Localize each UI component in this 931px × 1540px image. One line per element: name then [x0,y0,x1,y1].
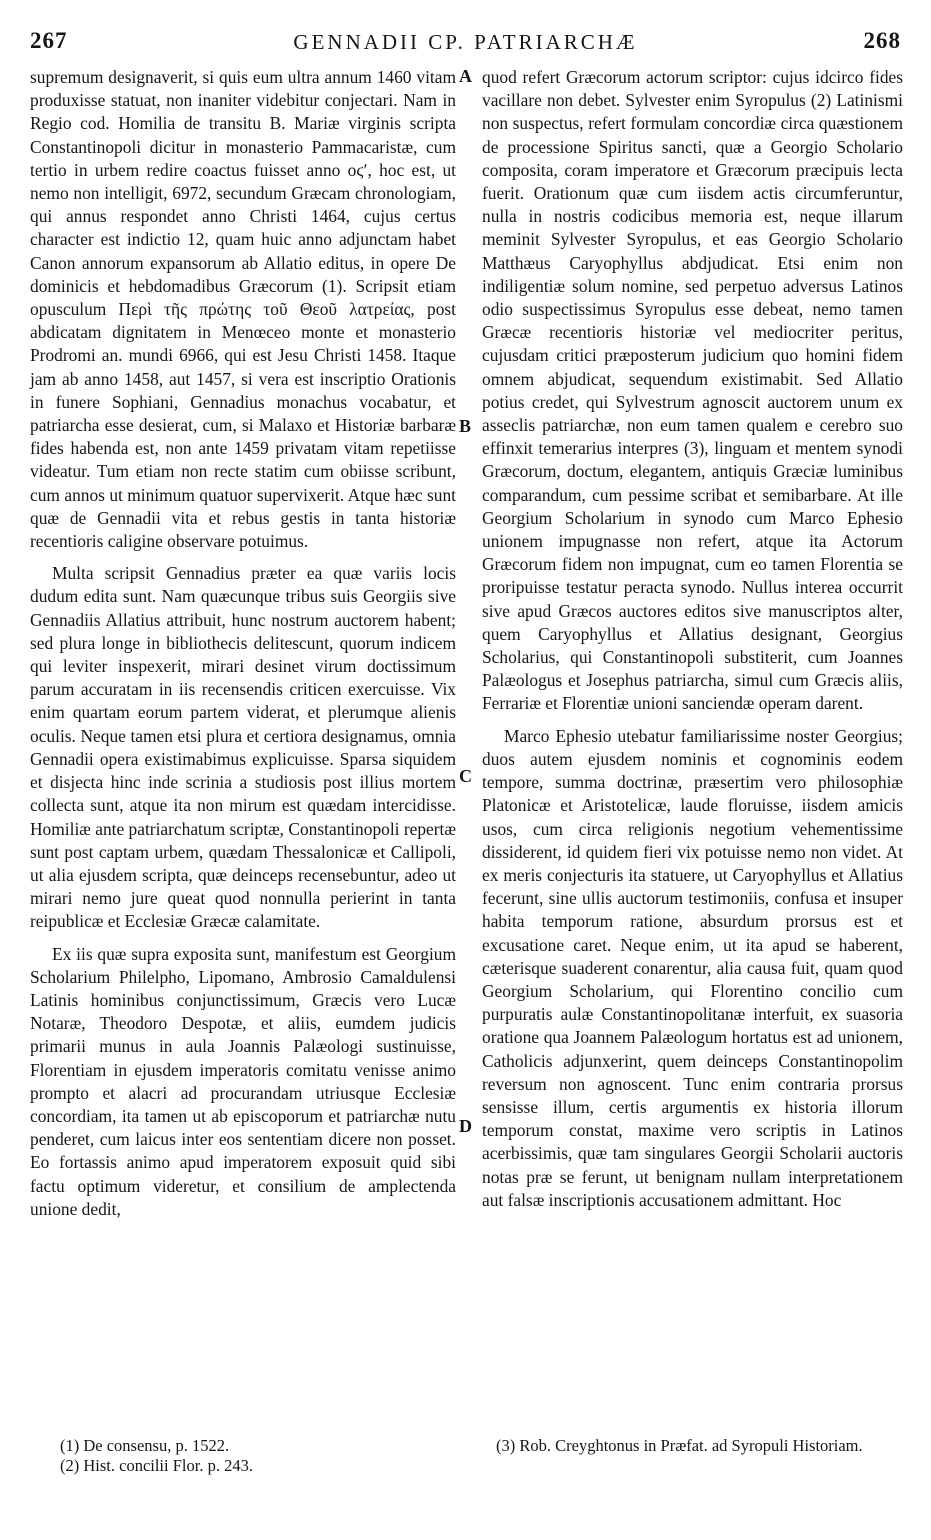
left-paragraph-2: Multa scripsit Gennadius præter ea quæ variis locis dudum edita sunt. Nam quæcunque tribus suis Georgiis sive Gennadiis Allatius attribuit, hunc nostrum auctorem habent; sed plura longe in bibliothecis delitescunt, quorum indicem qui leviter inspexerit, mirari desinet virum doctissimum parum accuratam in iis recensendis criticen exercuisse. Vix enim quartam eorum partem viderat, et plerumque alienis oculis. Neque tamen etsi plura et certiora designamus, omnia Gennadii opera existimabimus explicuisse. Sparsa siquidem et disjecta hinc inde scrinia a studiosis post illius mortem collecta sunt, atque ita non mirum est quædam intercidisse. Homiliæ ante patriarchatum scriptæ, Constantinopoli repertæ sunt post captam urbem, quædam Thessalonicæ et Callipoli, ut alia ejusdem scripta, quæ deinceps recensebuntur, adeo ut mirari nemo jure queat quod nonnulla perierint in tanta reipublicæ et Ecclesiæ Græcæ calamitate. [30,563,456,932]
page-number-left: 267 [30,28,68,53]
margin-letter-b: B [459,416,472,436]
right-paragraph-2: Marco Ephesio utebatur familiarissime noster Georgius; duos autem ejusdem nominis et cognominis eodem tempore, summa doctrinæ, præsertim vero philosophiæ Platonicæ et Aristotelicæ, laude floruisse, iisdem amicis usos, cum circa religionis negotium vehementissime dissiderent, id quidem fieri vix potuisse nemo non videt. At ex meris conjecturis ita statuere, ut Caryophyllus et Allatius fecerunt, sine ullis auctorum testimoniis, confusa et insuper habita temporum ratione, absurdum prorsus est et excusatione caret. Neque enim, ut ita apud se haberent, cæterisque suaderent conarentur, alia causa fuit, quam quod Georgium Scholarium, qui Florentino concilio cum purpuratis aulæ Constantinopolitanæ interfuit, ex suasoria oratione qua Joannem Palæologum hortatus est ad unionem, Catholicis adjunxerint, quem deinceps Constantinopolim reversum non agnoscent. Tunc enim contraria prorsus sensisse illum, certis argumentis ex historia illorum temporum constat, maxime vero scriptis in Latinos acerbissimis, quæ tam singulares Georgii Scholarii auctoris notas præ se ferunt, ut benignam nullam interpretationem aut falsæ inscriptionis accusationem admittant. Hoc [482,725,903,1210]
footnote-1: (1) De consensu, p. 1522. [60,1436,230,1455]
margin-letter-d: D [459,1116,472,1136]
right-paragraph-1: quod refert Græcorum actorum scriptor: cujus idcirco fides vacillare non debet. Sylvester enim Syropulus (2) Latinismi non suspectus, refert formulam concordiæ circa quæstionem de processione Spiritus sancti, quæ a Georgio Scholario composita, coram imperatore et Græcorum præcipuis lecta fuerit. Orationum quæ cum iisdem actis circumferuntur, nulla in nostris codicibus memoria est, neque illarum meminit Sylvester Syropulus, et eas Georgio Scholario Matthæus Caryophyllus abdjudicat. Etsi enim non indiligentiæ solum nomine, sed perpetuo adversus Latinos odio suspectissimus Syropulus esse debeat, nemo tamen Græcæ recentioris historiæ vel mediocriter peritus, cujusdam critici præposterum judicium quo homini fidem omnem abjudicat, sequendum existimabit. Sed Allatio potius credet, qui Sylvestrum agnoscit auctorem unum ex asseclis patriarchæ, non eum tamen qualem e cerebro suo effinxit temerarius interpres (3), linguam et mentem synodi Græcorum, doctum, elegantem, antiquis Græciæ luminibus comparandum, cum pessime scribat et semibarbare. At ille Georgium Scholarium in synodo cum Marco Ephesio unionem impugnasse non refert, atque ita Actorum Græcorum fidem non impugnat, cum eo tamen Florentia se proripuisse testatur peracta synodo. Nullus interea occurrit sive apud Græcos auctores editos sive manuscriptos alter, quem Caryophyllus et Allatius designant, Georgius Scholarius, qui Constantinopoli substiterit, cum Joannes Palæologus et Josephus patriarcha, simul cum Græcis aliis, Ferrariæ et Florentiæ unioni sanciendæ operam darent. [482,67,903,714]
footnotes-right [496,1436,901,1456]
margin-letter-a: A [459,66,472,86]
left-paragraph-1: supremum designaverit, si quis eum ultra annum 1460 vitam produxisse statuat, non inaniter videbitur conjectari. Nam in Regio cod. Homilia de transitu B. Mariæ virginis scripta Constantinopoli dicitur in monasterio Pammacaristæ, cum tertio in urbem redire coactus fuisset anno οϛʹ, hoc est, ut nemo non intelligit, 6972, secundum Græcam chronologiam, qui annus respondet anno Christi 1464, cujus certus character est indictio 12, quam huic anno adjunctam habet Canon annorum expansorum ab Allatio editus, in opere De dominicis et hebdomadibus Græcorum (1). Scripsit etiam opusculum Περὶ τῆς πρώτης τοῦ Θεοῦ λατρείας, post abdicatam dignitatem in Menœceo monte et monasterio Prodromi an. mundi 6966, qui est Jesu Christi 1458. Itaque jam ab anno 1458, aut 1457, si vera est inscriptio Orationis in funere Sophiani, Gennadius monachus vocabatur, et patriarcha esse desierat, cum, si Malaxo et Historiæ barbaræ fides habenda est, non ante 1459 privatam vitam repetiisse videatur. Tum etiam non recte statim cum obiisse scribunt, cum annos ut minimum quatuor supervixerit. Atque hæc sunt quæ de Gennadii vita et rebus gestis in tanta historiæ recentioris caligine observare potuimus. [30,67,456,552]
footnotes-left [60,1436,460,1476]
right-column [482,66,903,1212]
left-column [30,66,456,1221]
margin-letter-c: C [459,766,472,786]
footnote-2: (2) Hist. concilii Flor. p. 243. [60,1456,253,1475]
page-header [30,28,901,62]
page-number-right: 268 [863,28,901,53]
left-paragraph-3: Ex iis quæ supra exposita sunt, manifestum est Georgium Scholarium Philelpho, Lipomano, Ambrosio Camaldulensi Latinis hominibus conjunctissimum, Græcis vero Lucæ Notaræ, Theodoro Despotæ, et aliis, eumdem judicis primarii munus in aula Joannis Palæologi sustinuisse, Florentiam in ejusdem imperatoris comitatu venisse animo prompto et alacri ad procurandam utriusque Ecclesiæ concordiam, ita tamen ut ab episcoporum et patriarchæ nutu penderet, cum laicus inter eos sententiam dicere non posset. Eo fortassis animo apud imperatorem exposuit quid sibi factu optimum videretur, et consilium de amplectenda unione dedit, [30,943,456,1219]
footnote-3: (3) Rob. Creyghtonus in Præfat. ad Syropuli Historiam. [496,1436,863,1455]
running-title: GENNADII CP. PATRIARCHÆ [293,30,638,54]
